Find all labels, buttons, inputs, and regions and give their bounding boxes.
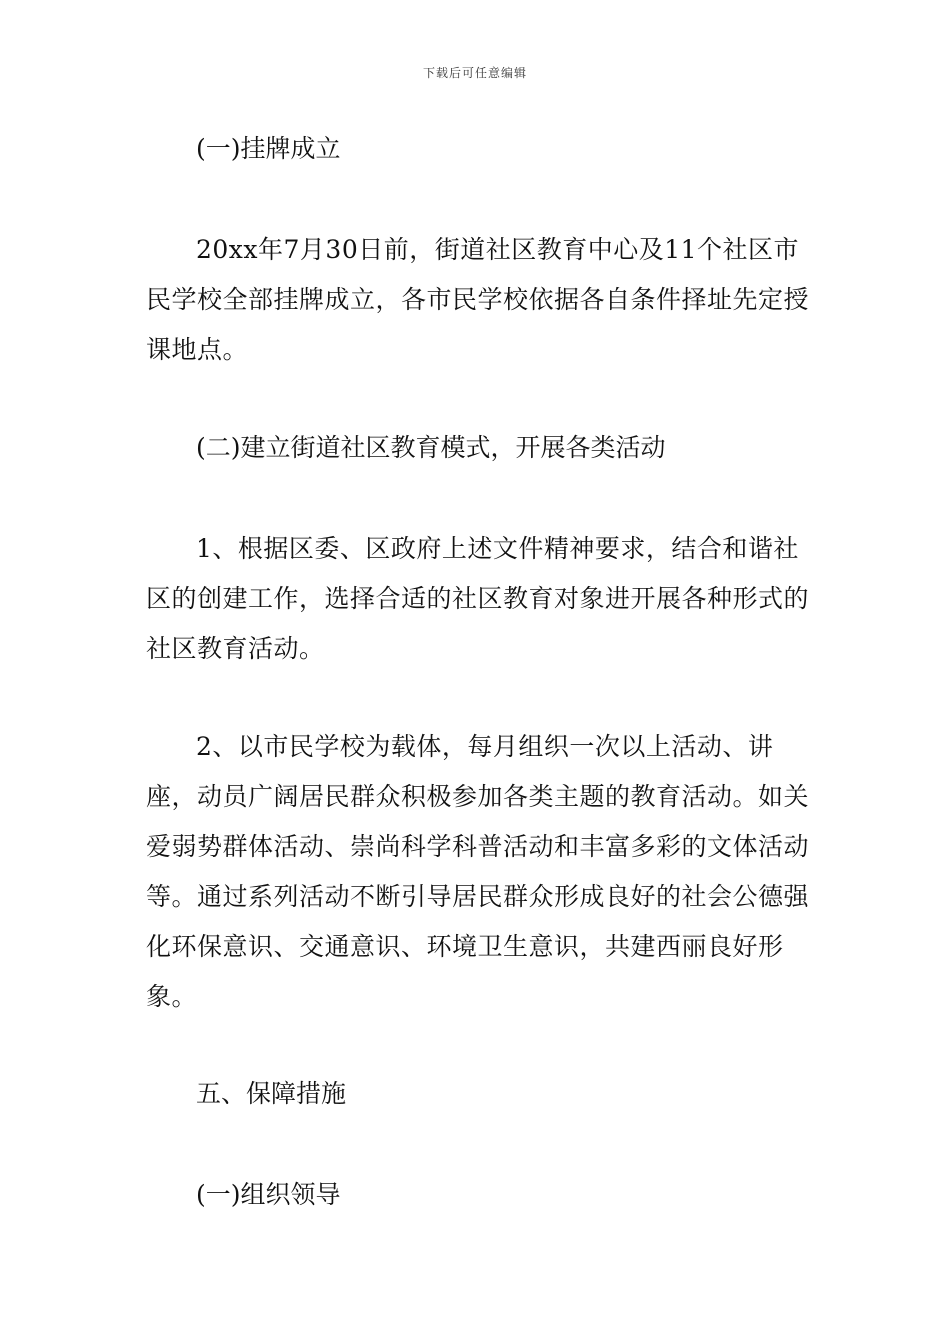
paragraph-establish: 20xx年7月30日前，街道社区教育中心及11个社区市民学校全部挂牌成立，各市民学校依据各自条件择址先定授课地点。 [146,235,810,364]
section-heading-establish: (一)挂牌成立 [196,134,341,163]
section-heading-education-mode: (二)建立街道社区教育模式，开展各类活动 [196,433,666,462]
paragraph-item-1: 1、根据区委、区政府上述文件精神要求，结合和谐社区的创建工作，选择合适的社区教育对象进开展各种形式的社区教育活动。 [146,534,810,663]
paragraph-item-2: 2、以市民学校为载体，每月组织一次以上活动、讲座，动员广阔居民群众积极参加各类主题的教育活动。如关爱弱势群体活动、崇尚科学科普活动和丰富多彩的文体活动等。通过系列活动不断引导居民群众形成良好的社会公德强化环保意识、交通意识、环境卫生意识，共建西丽良好形象。 [146,732,810,1011]
header-note: 下载后可任意编辑 [422,66,527,80]
section-heading-safeguards: 五、保障措施 [196,1079,347,1108]
section-heading-leadership: (一)组织领导 [196,1180,341,1209]
